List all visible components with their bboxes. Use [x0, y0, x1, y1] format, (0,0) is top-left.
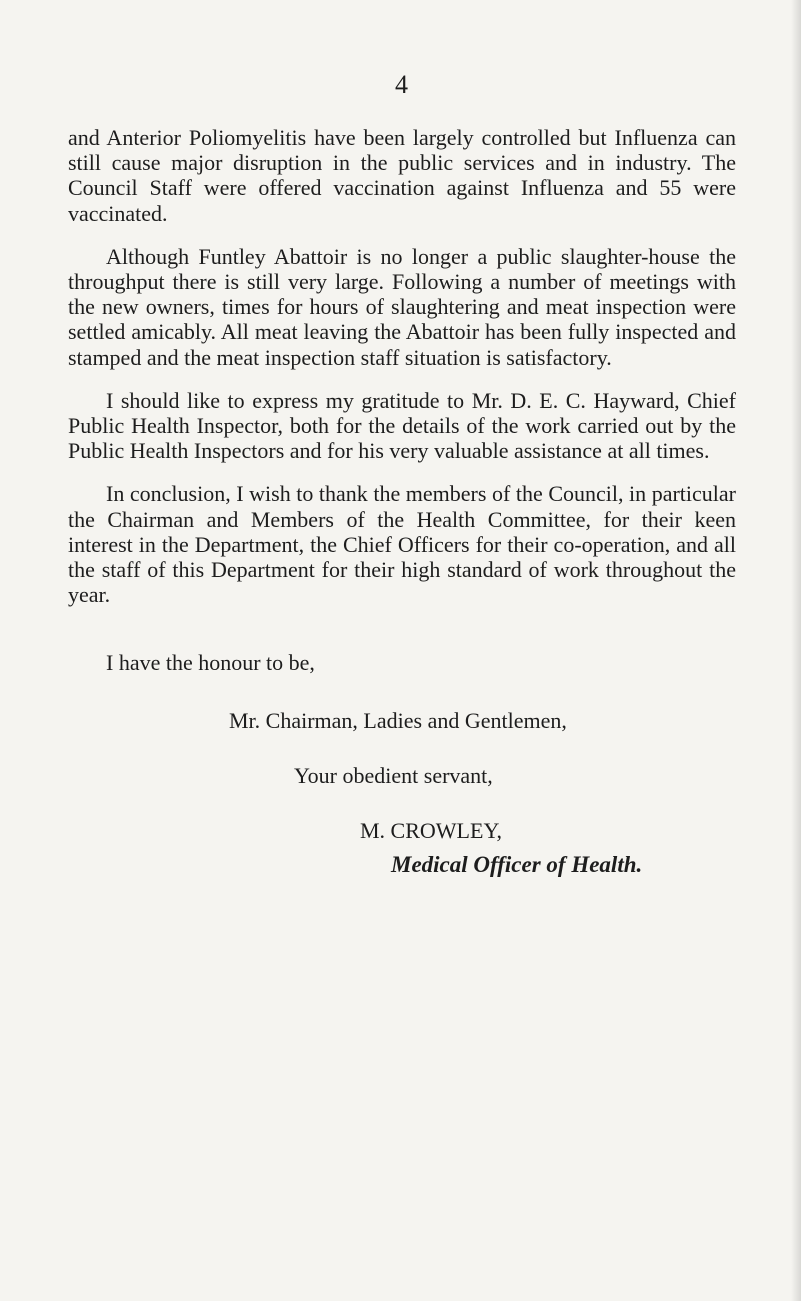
paragraph-conclusion: In conclusion, I wish to thank the members of the Council, in particular the Chairman and Members of the Health Committee, for their keen interest in the Department, the Chief Officers for their co-operation, and all the staff of this Department for their high standard of work throughout the year. — [68, 481, 736, 608]
paragraph-gap — [68, 370, 736, 388]
signature-title: Medical Officer of Health. — [391, 852, 643, 877]
closing-honour-line: I have the honour to be, — [106, 650, 315, 675]
paragraph-abattoir: Although Funtley Abattoir is no longer a public slaughter-house the throughput there is still very large. Following a number of meetings with the new owners, times for hours of slaughtering and meat inspection were settled amicably. All meat leaving the Abattoir has been fully inspected and stamped and the meat inspection staff situation is satisfactory. — [68, 243, 736, 370]
signature-name: M. CROWLEY, — [360, 818, 502, 843]
paragraph-influenza: and Anterior Poliomyelitis have been largely controlled but Influenza can still cause major disruption in the public services and in industry. The Council Staff were offered vaccination against Influenza and 55 were vaccinated. — [68, 125, 736, 226]
paragraph-gratitude: I should like to express my gratitude to Mr. D. E. C. Hayward, Chief Public Health Inspector, both for the details of the work carried out by the Public Health Inspectors and for his very valuable assistance at all times. — [68, 387, 736, 464]
closing-servant-line: Your obedient servant, — [294, 763, 493, 788]
body-text — [68, 125, 736, 607]
paragraph-gap — [68, 463, 736, 481]
page-number: 4 — [395, 70, 408, 99]
closing-salutation-line: Mr. Chairman, Ladies and Gentlemen, — [229, 708, 567, 733]
paragraph-gap — [68, 226, 736, 244]
page-edge-shadow — [791, 0, 801, 1301]
